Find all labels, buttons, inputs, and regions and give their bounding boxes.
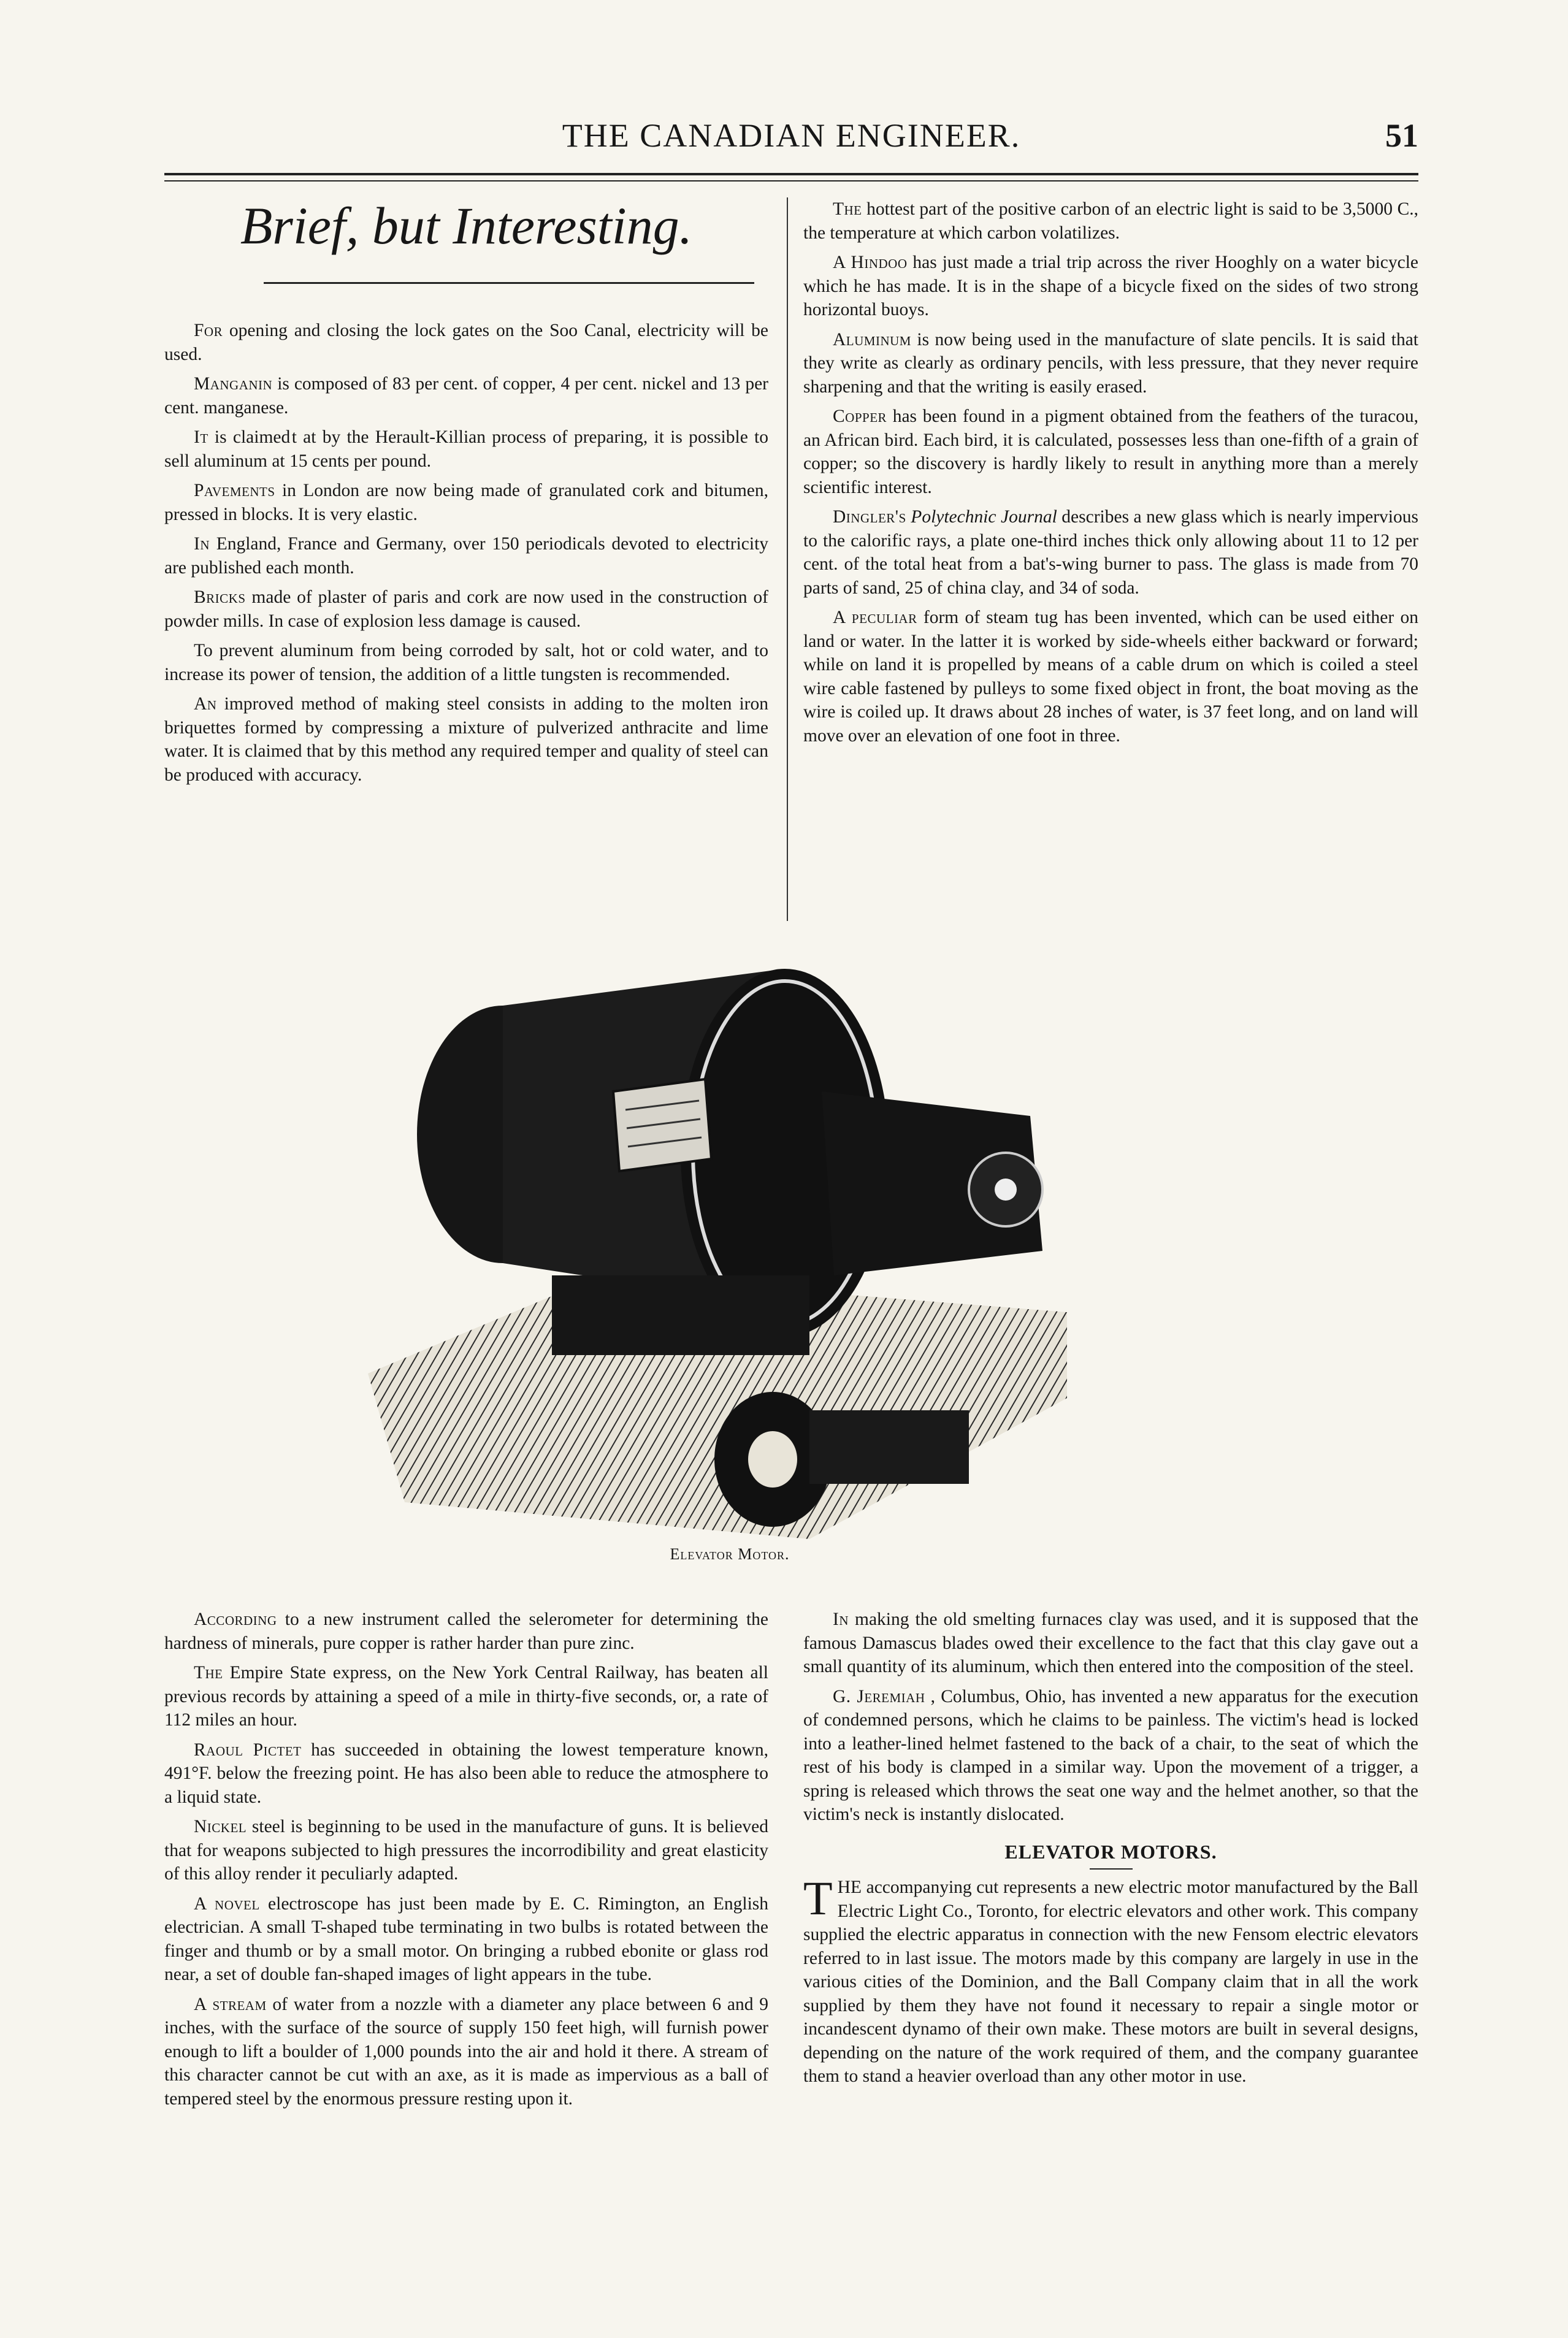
item-lead: Raoul Pictet — [194, 1740, 302, 1760]
news-item — [803, 1685, 1418, 1827]
news-item — [164, 532, 768, 579]
left-column-bottom — [164, 1608, 768, 2117]
elevator-motor-illustration — [343, 932, 1116, 1539]
news-item — [164, 692, 768, 787]
item-lead: Copper — [833, 407, 887, 426]
item-lead: In — [194, 534, 210, 554]
item-lead: A novel — [194, 1893, 260, 1914]
item-text: form of steam tug has been invented, which can be used either on land or water. In the latter it is worked by side-wheels either backward or forward; while on land it is propelled by means of a cable drum on which is coiled a steel wire cable fastened by pulleys to some fixed object in front, the boat moving as the wire is coiled up. It draws about 28 inches of water, is 37 feet long, and on land will move over an elevation of one foot in three. — [803, 608, 1418, 746]
news-item — [803, 197, 1418, 245]
item-text: hottest part of the positive carbon of an electric light is said to be 3,5000 C., the temperature at which carbon volatilizes. — [803, 199, 1419, 243]
item-text: in London are now being made of granulated cork and bitumen, pressed in blocks. It is very elastic. — [164, 481, 769, 524]
item-lead: An — [194, 694, 217, 714]
item-text: has succeeded in obtaining the lowest temperature known, 491°F. below the freezing point. He has also been able to reduce the atmosphere to a liquid state. — [164, 1740, 769, 1807]
right-column-top — [803, 197, 1418, 754]
item-text: improved method of making steel consists in adding to the molten iron briquettes formed by compressing a mixture of pulverized anthracite and lime water. It is claimed that by this method any required temper and quality of steel can be produced with accuracy. — [164, 694, 769, 785]
item-lead: A peculiar — [833, 608, 917, 627]
news-item — [164, 1608, 768, 1655]
item-lead: Nickel — [194, 1817, 247, 1836]
news-item — [164, 1892, 768, 1987]
news-item — [803, 1608, 1418, 1679]
item-lead: A Hindoo — [833, 253, 908, 272]
item-text: To prevent aluminum from being corroded by salt, hot or cold water, and to increase its power of tension, the addition of a little tungsten is recommended. — [164, 641, 768, 684]
item-lead: A stream — [194, 1994, 267, 2014]
news-item — [164, 372, 768, 419]
drop-cap: T — [803, 1871, 833, 1925]
item-italic: Polytechnic Journal — [911, 507, 1057, 527]
news-item — [164, 1661, 768, 1732]
item-lead: G. Jeremiah — [833, 1686, 925, 1706]
item-text: of water from a nozzle with a diameter any place between 6 and 9 inches, with the surface of the source of supply 150 feet high, will furnish power enough to lift a boulder of 1,000 pounds into the air and hold it there. A stream of this character cannot be cut with an axe, as it is made as impervious as a ball of tempered steel by the enormous pressure resting upon it. — [164, 1994, 768, 2109]
item-text: , Columbus, Ohio, has invented a new apparatus for the execution of condemned persons, which he claims to be painless. The victim's head is locked into a leather-lined helmet fastened to the back of a chair, to the seat of which the rest of his body is clamped in a similar way. Upon the movement of a trigger, a spring is released which throws the seat one way and the helmet another, so that the victim's neck is instantly dislocated. — [803, 1686, 1418, 1824]
nameplate — [613, 1079, 711, 1171]
elevator-motor-figure — [343, 932, 1116, 1564]
item-lead: The — [833, 199, 862, 219]
item-text: opening and closing the lock gates on the Soo Canal, electricity will be used. — [164, 321, 768, 364]
item-lead: Bricks — [194, 587, 246, 607]
article-text: HE accompanying cut represents a new electric motor manufactured by the Ball Electric Light Co., Toronto, for electric elevators and other work. This company supplied the electric apparatus in connection with the new Fensom electric elevators referred to in last issue. The motors made by this company are largely in use in the various cities of the Dominion, and the Ball Company claim that in all the work supplied by them they have not found it necessary to repair a single motor or incandescent dynamo of their own make. These motors are built in several designs, depending on the nature of the work required of them, and the company guarantee them to stand a heavier overload than any other motor in use. — [803, 1878, 1418, 2086]
item-lead: According — [194, 1610, 277, 1629]
item-text: making the old smelting furnaces clay was used, and it is supposed that the famous Damascus blades owed their excellence to the fact that this clay gave out a small quantity of its aluminum, which then entered into the composition of the steel. — [803, 1610, 1418, 1676]
news-item — [164, 479, 768, 526]
news-item — [803, 505, 1418, 600]
item-lead: The — [194, 1663, 223, 1683]
news-item — [803, 606, 1418, 747]
item-text: to a new instrument called the selerometer for determining the hardness of minerals, pure copper is rather harder than pure zinc. — [164, 1610, 768, 1653]
heading-rule — [1090, 1868, 1133, 1870]
news-item — [164, 319, 768, 366]
news-item — [164, 1815, 768, 1886]
news-item — [164, 639, 768, 686]
elevator-motors-heading: ELEVATOR MOTORS. — [1004, 1840, 1217, 1863]
item-text: electroscope has just been made by E. C. Rimington, an English electrician. A small T-shaped tube terminating in two bulbs is rotated between the finger and thumb or by a small motor. On bringing a rubbed ebonite or glass rod near, a set of double fan-shaped images of light appears in the tube. — [164, 1893, 769, 1984]
item-lead: Dingler's — [833, 507, 906, 527]
section-heading: Brief, but Interesting. — [240, 196, 693, 255]
item-text: made of plaster of paris and cork are now used in the construction of powder mills. In case of explosion less damage is caused. — [164, 587, 769, 631]
section-heading-rule — [264, 282, 754, 284]
figure-caption: Elevator Motor. — [670, 1545, 790, 1563]
news-item — [164, 1738, 768, 1809]
news-item — [164, 426, 768, 473]
item-lead: Manganin — [194, 374, 273, 394]
item-text: Empire State express, on the New York Central Railway, has beaten all previous records by attaining a speed of a mile in thirty-five seconds, or, a rate of 112 miles an hour. — [164, 1663, 768, 1730]
item-lead: For — [194, 321, 223, 340]
header-rule — [164, 173, 1418, 181]
item-lead: In — [833, 1610, 849, 1629]
item-lead: It — [194, 427, 208, 447]
journal-title: THE CANADIAN ENGINEER. — [562, 117, 1021, 154]
news-item — [803, 405, 1418, 499]
running-header — [164, 117, 1418, 166]
item-text: has just made a trial trip across the river Hooghly on a water bicycle which he has made. It is in the shape of a bicycle fixed on the sides of two strong horizontal buoys. — [803, 253, 1419, 319]
news-item — [164, 586, 768, 633]
news-item — [164, 1993, 768, 2111]
item-text: describes a new glass which is nearly impervious to the calorific rays, a plate one-third inches thick only allowing about 11 to 12 per cent. of the total heat from a bat's-wing burner to pass. The glass is made from 70 parts of sand, 25 of china clay, and 34 of soda. — [803, 507, 1418, 598]
item-text: has been found in a pigment obtained from the feathers of the turacou, an African bird. Each bird, it is calculated, possesses less than one-fifth of a grain of copper; so the discovery is hardly likely to result in anything more than a merely scientific interest. — [803, 407, 1418, 497]
item-lead: Aluminum — [833, 329, 911, 350]
right-column-bottom — [803, 1608, 1418, 2095]
item-text: is now being used in the manufacture of slate pencils. It is said that they write as clearly as ordinary pencils, with less pressure, that they never require sharpening and that the writing is easily erased. — [803, 329, 1419, 397]
left-column-top — [164, 319, 768, 793]
item-text: England, France and Germany, over 150 periodicals devoted to electricity are published each month. — [164, 534, 769, 578]
news-item — [803, 251, 1418, 322]
item-text: is claimed t at by the Herault-Killian process of preparing, it is possible to sell aluminum at 15 cents per pound. — [164, 427, 769, 471]
item-text: steel is beginning to be used in the manufacture of guns. It is believed that for weapons subjected to high pressures the incorrodibility and great elasticity of this alloy render it peculiarly adapted. — [164, 1817, 769, 1884]
page-number: 51 — [1385, 117, 1418, 154]
item-text: is composed of 83 per cent. of copper, 4 per cent. nickel and 13 per cent. manganese. — [164, 374, 768, 418]
elevator-motors-article — [803, 1871, 1418, 2088]
item-lead: Pavements — [194, 481, 275, 500]
news-item — [803, 328, 1418, 399]
column-divider — [787, 197, 788, 921]
